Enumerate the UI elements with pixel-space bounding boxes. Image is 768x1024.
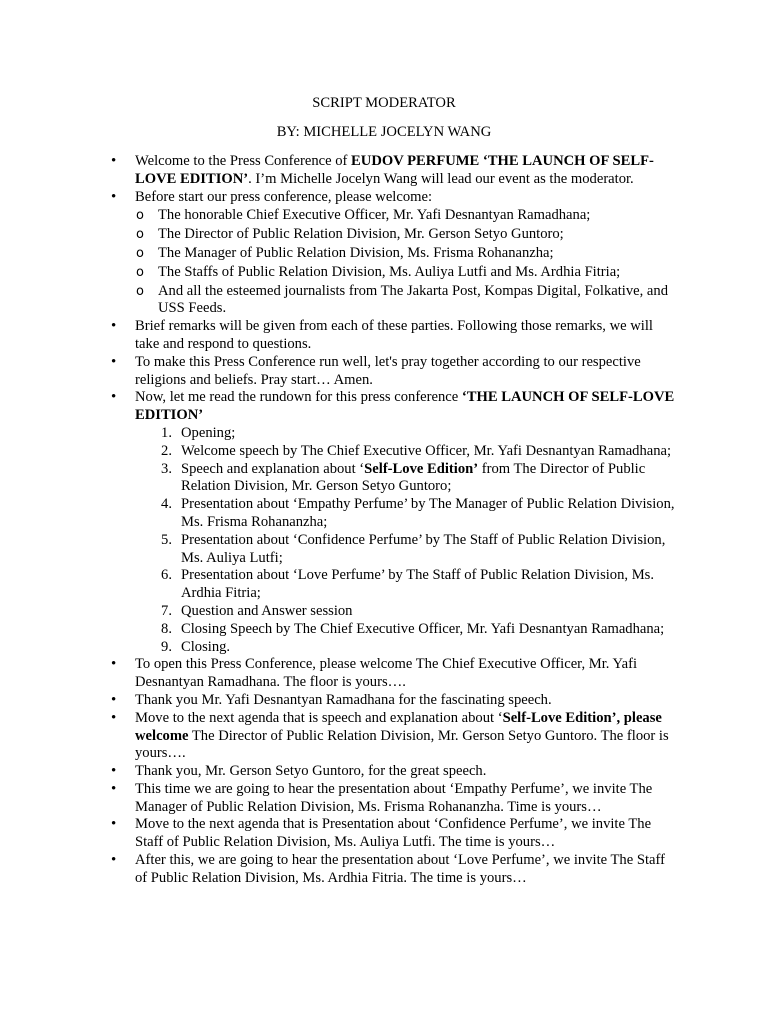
rundown-number: 4. bbox=[161, 496, 172, 513]
sub-bullet-mark: o bbox=[136, 283, 144, 299]
bullet-text: This time we are going to hear the presentation about ‘Empathy Perfume’, we invite The Manager of Public Relation Division, Ms. Frisma Rohananzha. Time is yours… bbox=[135, 780, 653, 815]
event-name-bold: EUDOV PERFUME ‘THE LAUNCH OF SELF-LOVE EDITION’ bbox=[135, 153, 654, 187]
bullet-text: Brief remarks will be given from each of these parties. Following those remarks, we will take and respond to questions. bbox=[135, 318, 653, 352]
bullet-text: Thank you, Mr. Gerson Setyo Guntoro, for the great speech. bbox=[135, 763, 487, 780]
sub-item-text: The Director of Public Relation Division, Mr. Gerson Setyo Guntoro; bbox=[158, 226, 564, 243]
bullet-item bbox=[0, 816, 675, 852]
sub-item-text: The Staffs of Public Relation Division, Ms. Auliya Lutfi and Ms. Ardhia Fitria; bbox=[158, 263, 621, 280]
rundown-item bbox=[0, 621, 681, 639]
bullet-item bbox=[0, 656, 675, 692]
rundown-text: Closing Speech by The Chief Executive Officer, Mr. Yafi Desnantyan Ramadhana; bbox=[181, 620, 665, 637]
event-name-bold: ‘THE LAUNCH OF SELF-LOVE EDITION’ bbox=[135, 389, 675, 424]
bullet-item bbox=[0, 781, 675, 817]
bullet-item bbox=[0, 153, 675, 189]
rundown-item bbox=[0, 496, 681, 532]
bullet-item bbox=[0, 389, 675, 425]
bullet-item bbox=[0, 852, 675, 888]
text-run: Move to the next agenda that is speech and explanation about ‘ bbox=[135, 709, 503, 726]
rundown-text: Welcome speech by The Chief Executive Officer, Mr. Yafi Desnantyan Ramadhana; bbox=[181, 442, 672, 459]
bullet-item bbox=[0, 318, 675, 354]
bullet-mark: • bbox=[111, 318, 117, 335]
bullet-text: After this, we are going to hear the presentation about ‘Love Perfume’, we invite The Staff of Public Relation Division, Ms. Ardhia Fitria. The time is yours… bbox=[135, 852, 665, 886]
sub-item bbox=[0, 245, 668, 263]
bullet-text bbox=[135, 710, 675, 763]
bullet-text bbox=[135, 389, 675, 425]
bullet-mark: • bbox=[111, 353, 117, 370]
bullet-mark: • bbox=[111, 852, 117, 869]
bullet-item bbox=[0, 763, 675, 781]
rundown-text: Closing. bbox=[181, 638, 231, 655]
bullet-text: Before start our press conference, please welcome: bbox=[135, 188, 433, 205]
rundown-text bbox=[181, 461, 681, 497]
rundown-number: 6. bbox=[161, 567, 172, 584]
bullet-text: To open this Press Conference, please welcome The Chief Executive Officer, Mr. Yafi Desnantyan Ramadhana. The floor is yours…. bbox=[135, 656, 638, 691]
rundown-text: Presentation about ‘Confidence Perfume’ by The Staff of Public Relation Division, Ms. Auliya Lutfi; bbox=[181, 531, 666, 566]
rundown-item bbox=[0, 532, 681, 568]
edition-name-bold: Self-Love Edition’, please welcome bbox=[135, 709, 662, 744]
rundown-item bbox=[0, 639, 681, 657]
bullet-text bbox=[135, 153, 675, 189]
rundown-number: 7. bbox=[161, 602, 172, 619]
rundown-text: Question and Answer session bbox=[181, 602, 353, 619]
bullet-mark: • bbox=[111, 709, 117, 726]
bullet-item bbox=[0, 189, 675, 207]
rundown-number: 8. bbox=[161, 620, 172, 637]
document-title: SCRIPT MODERATOR bbox=[312, 95, 456, 111]
sub-item bbox=[0, 226, 668, 244]
text-run: Welcome to the Press Conference of bbox=[135, 153, 352, 169]
rundown-text: Presentation about ‘Empathy Perfume’ by The Manager of Public Relation Division, Ms. Frisma Rohananzha; bbox=[181, 496, 675, 530]
bullet-mark: • bbox=[111, 691, 117, 708]
bullet-item bbox=[0, 692, 675, 710]
rundown-number: 1. bbox=[161, 424, 172, 441]
bullet-text: To make this Press Conference run well, let's pray together according to our respective religions and beliefs. Pray start… Amen. bbox=[135, 353, 641, 388]
bullet-text: Move to the next agenda that is Presentation about ‘Confidence Perfume’, we invite The Staff of Public Relation Division, Ms. Auliya Lutfi. The time is yours… bbox=[135, 816, 652, 851]
sub-item bbox=[0, 207, 668, 225]
bullet-mark: • bbox=[111, 780, 117, 797]
sub-item-text: The Manager of Public Relation Division, Ms. Frisma Rohananzha; bbox=[158, 244, 554, 261]
rundown-number: 2. bbox=[161, 442, 172, 459]
text-run: The Director of Public Relation Division, Mr. Gerson Setyo Guntoro. The floor is yours…. bbox=[135, 727, 669, 762]
sub-bullet-mark: o bbox=[136, 245, 144, 261]
bullet-mark: • bbox=[111, 188, 117, 205]
bullet-mark: • bbox=[111, 153, 117, 169]
bullet-mark: • bbox=[111, 656, 117, 673]
bullet-mark: • bbox=[111, 763, 117, 780]
bullet-text: Thank you Mr. Yafi Desnantyan Ramadhana for the fascinating speech. bbox=[135, 691, 552, 708]
rundown-item bbox=[0, 461, 681, 497]
rundown-text: Opening; bbox=[181, 424, 236, 441]
rundown-number: 3. bbox=[161, 460, 172, 477]
text-run: Speech and explanation about ‘ bbox=[181, 460, 365, 477]
rundown-number: 9. bbox=[161, 638, 172, 655]
rundown-number: 5. bbox=[161, 531, 172, 548]
rundown-item bbox=[0, 425, 681, 443]
text-run: Now, let me read the rundown for this press conference bbox=[135, 389, 462, 406]
rundown-item bbox=[0, 443, 681, 461]
sub-item bbox=[0, 264, 668, 282]
bullet-item bbox=[0, 354, 675, 390]
sub-bullet-mark: o bbox=[136, 208, 144, 224]
sub-item bbox=[0, 283, 668, 319]
rundown-text: Presentation about ‘Love Perfume’ by The Staff of Public Relation Division, Ms. Ardhia Fitria; bbox=[181, 567, 655, 602]
bullet-mark: • bbox=[111, 816, 117, 833]
sub-bullet-mark: o bbox=[136, 227, 144, 243]
sub-item-text: And all the esteemed journalists from The Jakarta Post, Kompas Digital, Folkative, and USS Feeds. bbox=[158, 282, 669, 317]
text-run: from The Director of Public Relation Division, Mr. Gerson Setyo Guntoro; bbox=[181, 460, 646, 495]
rundown-item bbox=[0, 603, 681, 621]
document-body bbox=[0, 153, 768, 888]
edition-name-bold: Self-Love Edition’ bbox=[364, 460, 479, 477]
text-run: . I’m Michelle Jocelyn Wang will lead our event as the moderator. bbox=[248, 170, 634, 187]
bullet-item bbox=[0, 710, 675, 763]
sub-bullet-mark: o bbox=[136, 264, 144, 280]
rundown-item bbox=[0, 567, 681, 603]
document-byline: BY: MICHELLE JOCELYN WANG bbox=[276, 124, 492, 140]
bullet-mark: • bbox=[111, 389, 117, 406]
sub-item-text: The honorable Chief Executive Officer, Mr. Yafi Desnantyan Ramadhana; bbox=[158, 207, 591, 224]
